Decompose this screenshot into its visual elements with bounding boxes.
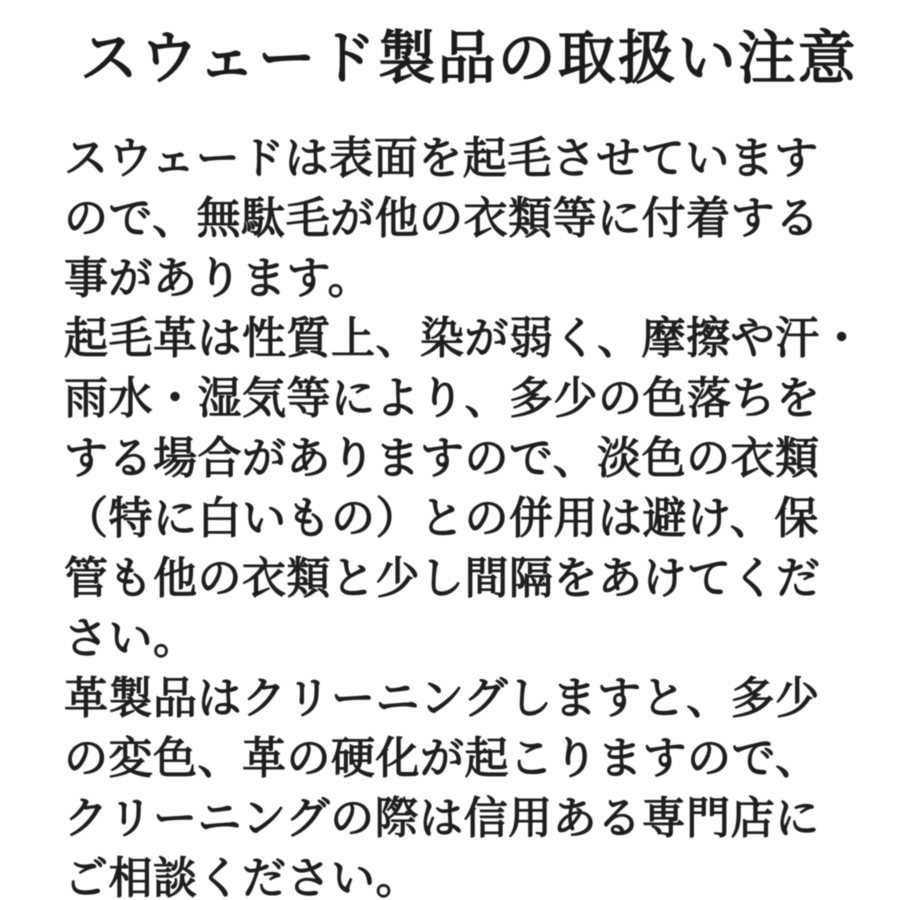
text-line: 革製品はクリーニングしますと、多少 — [64, 672, 820, 724]
text-line: さい。 — [64, 612, 198, 664]
text-line: の変色、革の硬化が起こりますので、 — [64, 732, 820, 784]
body-text — [64, 129, 865, 900]
page-title: スウェード製品の取扱い注意 — [80, 24, 858, 92]
text-line: 起毛革は性質上、染が弱く、摩擦や汗・ — [64, 312, 865, 364]
text-line: 管も他の衣類と少し間隔をあけてくだ — [64, 552, 821, 604]
text-line: 事があります。 — [64, 252, 372, 304]
text-line: スウェードは表面を起毛させています — [64, 132, 819, 184]
text-line: ので、無駄毛が他の衣類等に付着する — [64, 192, 820, 244]
text-line: 雨水・湿気等により、多少の色落ちを — [64, 372, 821, 424]
text-line: （特に白いもの）との併用は避け、保 — [64, 492, 819, 544]
text-line: する場合がありますので、淡色の衣類 — [64, 432, 820, 484]
text-line: クリーニングの際は信用ある専門店に — [64, 792, 820, 844]
text-line: ご相談ください。 — [64, 852, 420, 900]
